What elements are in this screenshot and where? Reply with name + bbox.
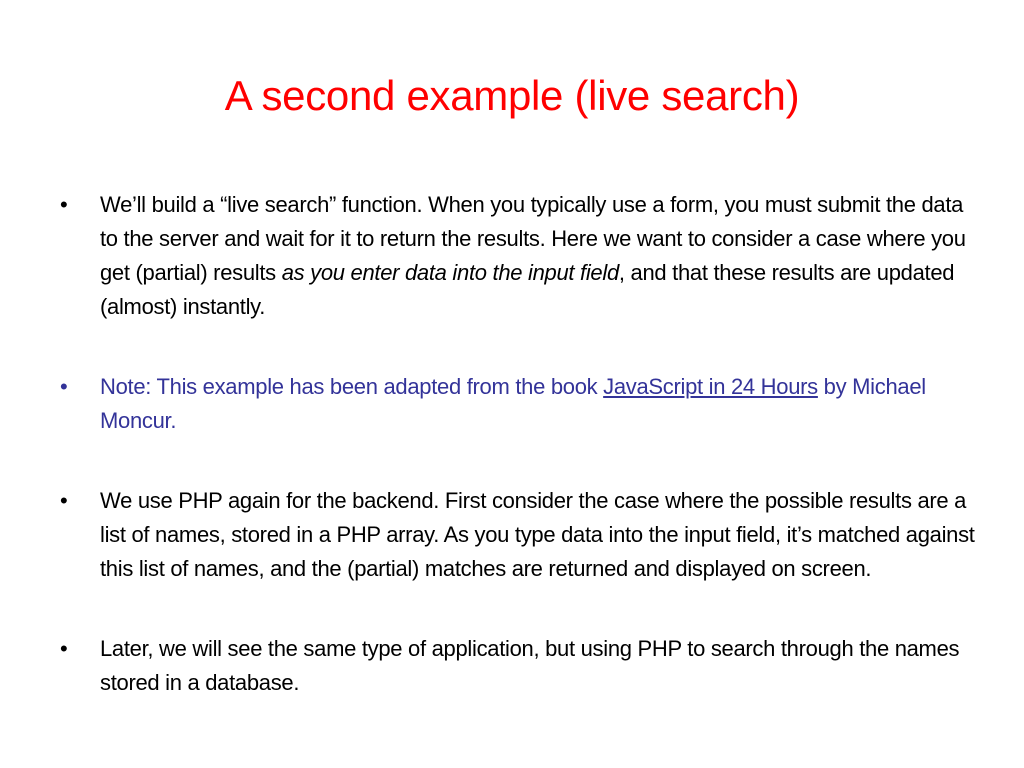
bullet-text: We use PHP again for the backend. First consider the case where the possible results are a list of names, stored in a PHP array. As you type data into the input field, it’s matched against this list of names, and the (partial) matches are returned and displayed on screen.: [100, 488, 975, 581]
bullet-text-italic: as you enter data into the input field: [281, 260, 619, 285]
bullet-icon: •: [60, 374, 68, 399]
bullet-icon: •: [60, 192, 68, 217]
book-link[interactable]: JavaScript in 24 Hours: [603, 374, 818, 399]
bullet-php-backend: [60, 484, 980, 586]
bullet-text: , and that these results are updated (almost) instantly.: [100, 260, 955, 319]
bullet-text: by Michael Moncur.: [100, 374, 926, 433]
bullet-database: [60, 632, 980, 700]
bullet-note: [60, 370, 980, 438]
bullet-text: Note: This example has been adapted from the book: [100, 374, 604, 399]
bullet-list: [60, 188, 980, 700]
slide-title: A second example (live search): [224, 72, 800, 119]
bullet-live-search: [60, 188, 980, 324]
bullet-text: We’ll build a “live search” function. When you typically use a form, you must submit the data to the server and wait for it to return the results. Here we want to consider a case where you get (partial) results: [100, 192, 966, 285]
bullet-icon: •: [60, 636, 68, 661]
bullet-text: Later, we will see the same type of application, but using PHP to search through the names stored in a database.: [100, 636, 960, 695]
bullet-icon: •: [60, 488, 68, 513]
